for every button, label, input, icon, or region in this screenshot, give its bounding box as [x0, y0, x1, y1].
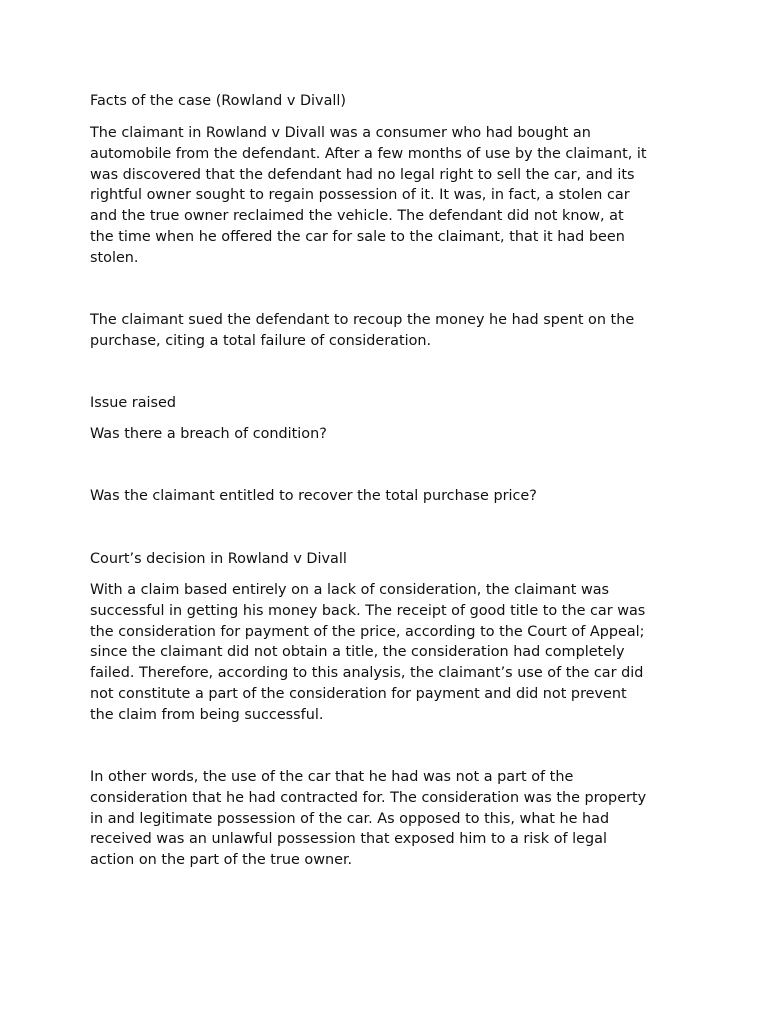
document-page	[90, 0, 690, 1024]
issue-question-2: Was the claimant entitled to recover the total purchase price?	[90, 488, 537, 504]
facts-paragraph-1: The claimant in Rowland v Divall was a consumer who had bought an automobile from the defendant. After a few months of use by the claimant, it was discovered that the defendant had no legal right to sell the car, and its rightful owner sought to regain possession of it. It was, in fact, a stolen car and the true owner reclaimed the vehicle. The defendant did not know, at the time when he offered the car for sale to the claimant, that it had been stolen.	[90, 125, 647, 266]
heading-decision: Court’s decision in Rowland v Divall	[90, 551, 347, 567]
decision-paragraph-1: With a claim based entirely on a lack of consideration, the claimant was successful in getting his money back. The receipt of good title to the car was the consideration for payment of the price, according to the Court of Appeal; since the claimant did not obtain a title, the consideration had completely failed. Therefore, according to this analysis, the claimant’s use of the car did not constitute a part of the consideration for payment and did not prevent the claim from being successful.	[90, 582, 646, 723]
decision-paragraph-2: In other words, the use of the car that he had was not a part of the consideration that he had contracted for. The consideration was the property in and legitimate possession of the car. As opposed to this, what he had received was an unlawful possession that exposed him to a risk of legal action on the part of the true owner.	[90, 769, 647, 869]
facts-paragraph-2: The claimant sued the defendant to recoup the money he had spent on the purchase, citing a total failure of consideration.	[90, 312, 635, 349]
heading-issue: Issue raised	[90, 395, 177, 411]
issue-question-1: Was there a breach of condition?	[90, 426, 327, 442]
heading-facts: Facts of the case (Rowland v Divall)	[90, 93, 346, 109]
